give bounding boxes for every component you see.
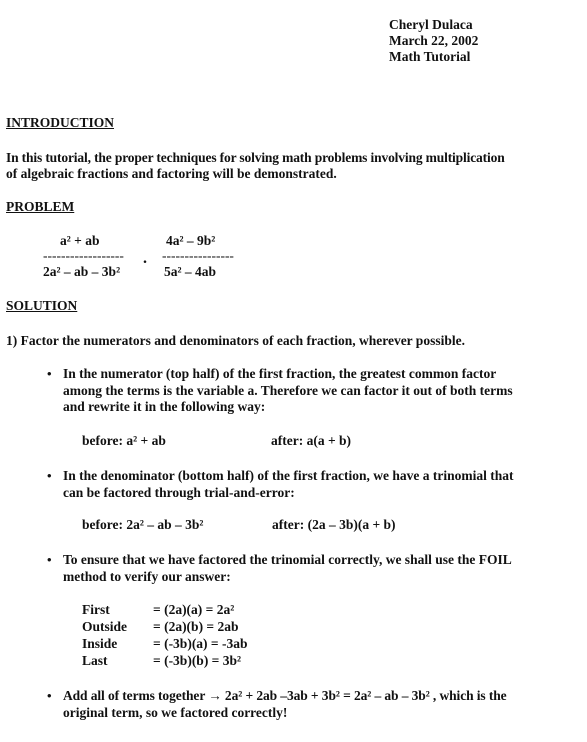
- bullet-2-line-2: can be factored through trial-and-error:: [63, 485, 295, 500]
- introduction-text-line-2: of algebraic fractions and factoring will be demonstrated.: [6, 166, 337, 181]
- bullet-1-before: before: a² + ab: [82, 433, 166, 448]
- bullet-1-icon: •: [47, 366, 52, 381]
- bullet-2-line-1: In the denominator (bottom half) of the first fraction, we have a trinomial that: [63, 468, 514, 483]
- foil-outside-label: Outside: [82, 619, 128, 634]
- introduction-heading: INTRODUCTION: [6, 115, 115, 130]
- problem-heading: PROBLEM: [6, 199, 75, 214]
- bullet-3-line-1: To ensure that we have factored the trinomial correctly, we shall use the FOIL: [63, 552, 512, 567]
- bullet-2-icon: •: [47, 468, 52, 483]
- bullet-2-after: after: (2a – 3b)(a + b): [272, 517, 396, 532]
- fraction-1-numerator: a² + ab: [60, 233, 100, 248]
- solution-step-1: 1) Factor the numerators and denominators of each fraction, wherever possible.: [6, 333, 465, 348]
- foil-first-expression: = (2a)(a) = 2a²: [153, 602, 235, 617]
- bullet-1-line-2: among the terms is the variable a. Therefore we can factor it out of both terms: [63, 383, 513, 398]
- bullet-4-line-2: original term, so we factored correctly!: [63, 705, 288, 720]
- author-name: Cheryl Dulaca: [389, 17, 473, 32]
- fraction-1-bar: ------------------: [43, 248, 124, 263]
- foil-last-label: Last: [82, 653, 108, 668]
- introduction-text-line-1: In this tutorial, the proper techniques for solving math problems involving multiplication: [6, 150, 505, 165]
- solution-heading: SOLUTION: [6, 298, 78, 313]
- bullet-4-line-1: Add all of terms together → 2a² + 2ab –3ab + 3b² = 2a² – ab – 3b² , which is the: [63, 688, 507, 703]
- foil-inside-expression: = (-3b)(a) = -3ab: [153, 636, 248, 651]
- bullet-1-line-3: and rewrite it in the following way:: [63, 399, 266, 414]
- bullet-2-before: before: 2a² – ab – 3b²: [82, 517, 204, 532]
- foil-outside-expression: = (2a)(b) = 2ab: [153, 619, 239, 634]
- fraction-1-denominator: 2a² – ab – 3b²: [43, 264, 121, 279]
- foil-inside-label: Inside: [82, 636, 118, 651]
- bullet-1-line-1: In the numerator (top half) of the first fraction, the greatest common factor: [63, 366, 497, 381]
- bullet-4-icon: •: [47, 688, 52, 703]
- bullet-3-icon: •: [47, 552, 52, 567]
- foil-first-label: First: [82, 602, 110, 617]
- fraction-2-bar: ----------------: [162, 248, 234, 263]
- bullet-1-after: after: a(a + b): [271, 433, 352, 448]
- document-date: March 22, 2002: [389, 33, 479, 48]
- document-subject: Math Tutorial: [389, 49, 471, 64]
- bullet-3-line-2: method to verify our answer:: [63, 569, 231, 584]
- multiplication-operator: .: [143, 250, 147, 267]
- fraction-2-numerator: 4a² – 9b²: [166, 233, 216, 248]
- foil-last-expression: = (-3b)(b) = 3b²: [153, 653, 242, 668]
- fraction-2-denominator: 5a² – 4ab: [164, 264, 217, 279]
